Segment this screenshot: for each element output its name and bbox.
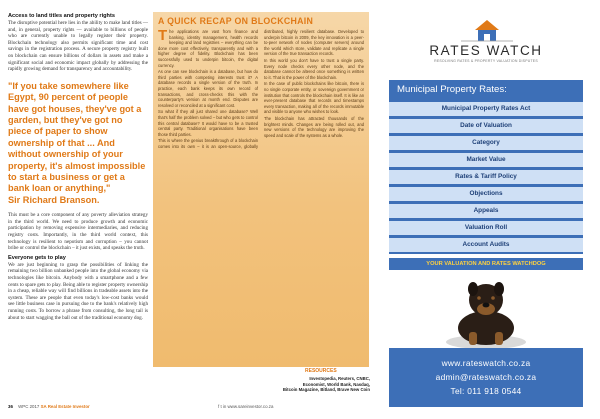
resources-list xyxy=(278,376,370,393)
drop-cap: T xyxy=(158,27,168,44)
brand-tagline: RESOLVING RATES & PROPERTY VALUATION DISPUTES xyxy=(434,59,538,63)
service-item: Municipal Property Rates Act xyxy=(389,102,583,116)
contact-block xyxy=(389,348,583,407)
recap-paragraph: The blockchain has attracted thousands of the brightest minds. Changes are being rolled out, and new versions of the technology are improving the speed and scale of the systems as a whole. xyxy=(264,115,364,138)
brand-name: RATES WATCH xyxy=(429,43,543,58)
services-heading: Municipal Property Rates: xyxy=(397,84,507,95)
article-left-column xyxy=(8,10,148,321)
heading-everyone-plays: Everyone gets to play xyxy=(8,254,66,261)
service-item: Account Audits xyxy=(389,238,583,252)
phone-number[interactable]: Tel: 011 918 0544 xyxy=(450,386,522,396)
publication-name: WPC 2017 SA Real Estate Investor xyxy=(18,404,90,409)
blockchain-recap-box xyxy=(153,12,369,367)
service-item: Category xyxy=(389,136,583,150)
pull-quote xyxy=(8,81,148,206)
service-item: Valuation Roll xyxy=(389,221,583,235)
recap-paragraph: As one can see blockchain is a database, but how do third parties with competing interests trust it? A database records a single version of the truth. In practice, each bank keeps its own record of transactions, and cross-checks this with the counterparty's version at month end. Disputes are resolved or reconciled at a significant cost. xyxy=(158,69,258,108)
pull-quote-attribution: Sir Richard Branson. xyxy=(8,194,100,205)
resources-line: Investopedia, Reuters, CNBC, xyxy=(309,376,370,381)
paragraph-land-titles: The disruptive potential here lies in the ability to make land titles — and, in general, property rights — available to billions of people who are currently unable to legally register their property. Blockchain technology also permits significant time and cost savings in the registration process. A secure property registry built on blockchain can ensure billions of dollars in assets and make a significant social and economic impact globally by addressing the rapidly growing demand for transparency and accountability. xyxy=(8,20,148,73)
service-item: Objections xyxy=(389,187,583,201)
recap-paragraph: This is where the genius breakthrough of a blockchain comes into its own – it is an open-source, globally distributed, highly resilient database. Developed to underpin bitcoin in 2009, the key innovation is a peer-to-peer network of nodes (computer servers) around the world which store, validate and replicate a single version of the true transaction records. xyxy=(158,29,364,149)
house-logo-icon xyxy=(451,16,523,42)
resources-line: Economist, World Bank, Nasdaq, xyxy=(302,381,370,387)
website-link[interactable]: www.rateswatch.co.za xyxy=(441,358,531,368)
service-item: Appeals xyxy=(389,204,583,218)
recap-paragraph: The applications are vast from finance and banking, identity management, health records keeping and land registries – everything can be done more cost effectively, transparently and with a higher degree of fidelity. Blockchain has been successfully used to underpin bitcoin, the digital currency. xyxy=(158,27,258,68)
recap-title: A QUICK RECAP ON BLOCKCHAIN xyxy=(158,16,314,26)
paragraph-poverty: This must be a core component of any poverty alleviation strategy in the third world. We need to produce growth and economic participation by removing expensive intermediaries, and reducing registry costs. Importantly, in the third world context, this technology is resilient to nepotism and corruption – you cannot bribe or control the blockchain – it just exists, and speaks the truth. xyxy=(8,212,148,252)
rottweiler-dog-photo xyxy=(389,270,583,348)
service-item: Market Value xyxy=(389,153,583,167)
recap-paragraph: In this world you don't have to trust a single party. Every node checks every other node, and the database cannot be altered once something is written to it. That is the power of the blockchain. xyxy=(264,57,364,80)
social-links[interactable]: f t in www.sareinvestor.co.za xyxy=(218,404,274,409)
service-item: Date of Valuation xyxy=(389,119,583,133)
paragraph-everyone-plays: We are just beginning to grasp the possibilities of linking the remaining two billion unbanked people into the global economy via technologies like bitcoin. Anybody with a smartphone and a few cents to spare gets to play. Being able to register property ownership in a cheap, reliable way will find billions in tradeable assets into the system. These are people that even today's low-cost banks would see little business case in pursuing due to the bank's relatively high running costs. To borrow a phrase from consulting, the long tail is about to start wagging the ball out of the traditional economy dog. xyxy=(8,261,148,321)
page-number: 36 xyxy=(8,404,13,409)
services-panel xyxy=(389,80,583,254)
service-item: Rates & Tariff Policy xyxy=(389,170,583,184)
resources-line: Bitcoin Magazine, Bitland, Brave New Coin xyxy=(282,387,370,392)
recap-body xyxy=(158,29,364,149)
recap-paragraph: In the case of public blockchains like bitcoin, there is no single corporate entity, or sovereign government or institution that controls the blockchain itself. It is like an ever-present database that records and timestamps every transaction, making all of the records immutable and visible to anyone who wishes to look. xyxy=(264,81,364,115)
rates-watch-advert xyxy=(375,10,597,407)
heading-land-titles: Access to land titles and property rights xyxy=(8,13,115,19)
pull-quote-text: "If you take somewhere like Egypt, 90 percent of people have got houses, they've got a garden, but they've got no piece of paper to show ownership of that ... And without ownership of your property, it's almost impossible to start a business or get a bank loan or anything," xyxy=(8,80,146,194)
email-link[interactable]: admin@rateswatch.co.za xyxy=(435,372,537,382)
watchdog-ribbon: YOUR VALUATION AND RATES WATCHDOG xyxy=(389,258,583,270)
recap-paragraph: So what if they all just shared one database? Well that's half the problem solved – but who gets to control this central database? It would have to be a trusted central party. Traditional organisations have been those third parties. xyxy=(158,109,258,137)
page-footer xyxy=(8,404,370,409)
resources-label: RESOURCES xyxy=(305,368,337,374)
